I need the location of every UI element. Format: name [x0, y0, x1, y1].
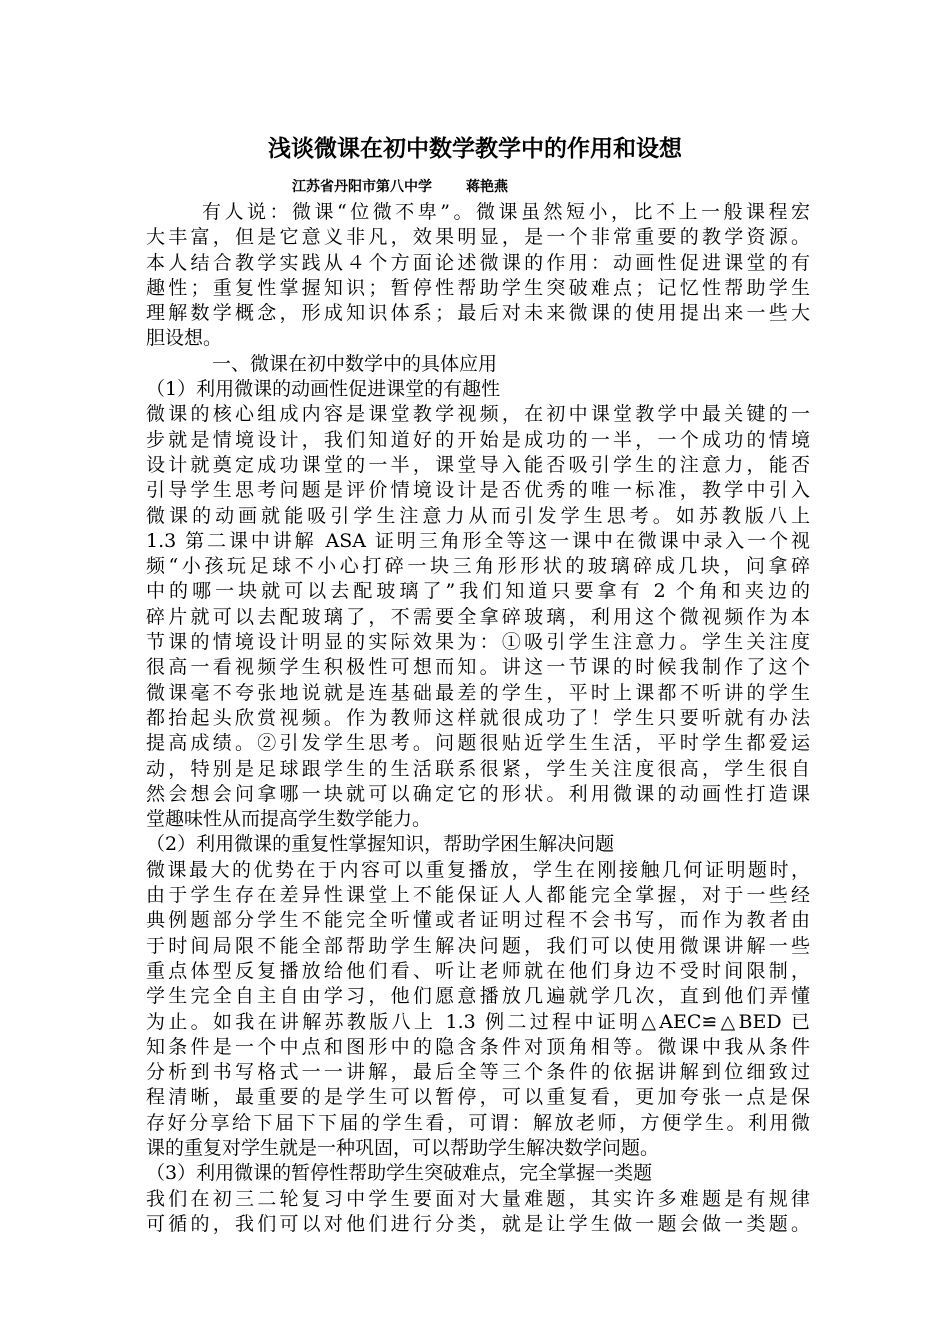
text-line: 微课最大的优势在于内容可以重复播放，学生在刚接触几何证明题时，: [146, 858, 810, 881]
text-line: 设计就奠定成功课堂的一半，课堂导入能否吸引学生的注意力，能否: [146, 453, 810, 476]
text-line: 引导学生思考问题是评价情境设计是否优秀的唯一标准，教学中引入: [146, 479, 810, 502]
document-body: [146, 200, 810, 1237]
text-line: 于时间局限不能全部帮助学生解决问题，我们可以使用微课讲解一些: [146, 934, 810, 957]
text-line: 有人说：微课“位微不卑”。微课虽然短小，比不上一般课程宏: [202, 201, 810, 223]
text-line: 分析到书写格式一一讲解，最后全等三个条件的依据讲解到位细致过: [146, 1061, 810, 1084]
text-line: 很高一看视频学生积极性可想而知。讲这一节课的时候我制作了这个: [146, 656, 810, 679]
document-title: 浅谈微课在初中数学教学中的作用和设想: [268, 136, 682, 162]
text-line: 微课的核心组成内容是课堂教学视频，在初中课堂教学中最关键的一: [146, 403, 810, 426]
author-name: 蒋艳燕: [466, 179, 508, 195]
author-line: [292, 178, 508, 196]
text-line: 可循的，我们可以对他们进行分类，就是让学生做一题会做一类题。: [146, 1212, 810, 1235]
text-line: 学生完全自主自由学习，他们愿意播放几遍就学几次，直到他们弄懂: [146, 985, 810, 1008]
text-line: 然会想会问拿哪一块就可以确定它的形状。利用微课的动画性打造课: [146, 782, 810, 805]
section-heading: （1）利用微课的动画性促进课堂的有趣性: [146, 378, 501, 401]
text-line: 存好分享给下届下下届的学生看，可谓：解放老师，方便学生。利用微: [146, 1111, 810, 1134]
section-heading: （2）利用微课的重复性掌握知识，帮助学困生解决问题: [146, 833, 615, 856]
author-school: 江苏省丹阳市第八中学: [292, 179, 432, 195]
text-line: 重点体型反复播放给他们看、听让老师就在他们身边不受时间限制，: [146, 959, 810, 982]
text-line: 微课的动画就能吸引学生注意力从而引发学生思考。如苏教版八上: [146, 504, 810, 527]
text-line: 程清晰，最重要的是学生可以暂停，可以重复看，更加夸张一点是保: [146, 1086, 810, 1109]
text-line: 由于学生存在差异性课堂上不能保证人人都能完全掌握，对于一些经: [146, 884, 810, 907]
text-line: 趣性；重复性掌握知识；暂停性帮助学生突破难点；记忆性帮助学生: [146, 276, 810, 299]
text-line: 胆设想。: [146, 327, 223, 350]
text-line: 微课毫不夸张地说就是连基础最差的学生，平时上课都不听讲的学生: [146, 681, 810, 704]
text-line: 中的哪一块就可以去配玻璃了”我们知道只要拿有 2 个角和夹边的: [146, 580, 810, 603]
text-line: 知条件是一个中点和图形中的隐含条件对顶角相等。微课中我从条件: [146, 1035, 810, 1058]
text-line: 为止。如我在讲解苏教版八上 1.3 例二过程中证明△AEC≌△BED 已: [146, 1010, 810, 1033]
text-line: 动，特别是足球跟学生的生活联系很紧，学生关注度很高，学生很自: [146, 757, 810, 780]
text-line: 我们在初三二轮复习中学生要面对大量难题，其实许多难题是有规律: [146, 1187, 810, 1210]
text-line: 步就是情境设计，我们知道好的开始是成功的一半，一个成功的情境: [146, 428, 810, 451]
text-line: 典例题部分学生不能完全听懂或者证明过程不会书写，而作为教者由: [146, 909, 810, 932]
text-line: 堂趣味性从而提高学生数学能力。: [146, 808, 432, 831]
text-line: 1.3 第二课中讲解 ASA 证明三角形全等这一课中在微课中录入一个视: [146, 529, 810, 552]
section-heading: （3）利用微课的暂停性帮助学生突破难点，完全掌握一类题: [146, 1162, 653, 1185]
section-heading: 一、微课在初中数学中的具体应用: [212, 352, 498, 375]
text-line: 频“小孩玩足球不小心打碎一块三角形形状的玻璃碎成几块，问拿碎: [146, 555, 810, 578]
text-line: 理解数学概念，形成知识体系；最后对未来微课的使用提出来一些大: [146, 302, 810, 325]
text-line: 大丰富，但是它意义非凡，效果明显，是一个非常重要的教学资源。: [146, 226, 810, 249]
text-line: 本人结合教学实践从４个方面论述微课的作用：动画性促进课堂的有: [146, 251, 810, 274]
text-line: 都抬起头欣赏视频。作为教师这样就很成功了！学生只要听就有办法: [146, 706, 810, 729]
text-line: 提高成绩。②引发学生思考。问题很贴近学生生活，平时学生都爱运: [146, 732, 810, 755]
text-line: 课的重复对学生就是一种巩固，可以帮助学生解决数学问题。: [146, 1136, 660, 1159]
text-line: 碎片就可以去配玻璃了，不需要全拿碎玻璃，利用这个微视频作为本: [146, 605, 810, 628]
text-line: 节课的情境设计明显的实际效果为：①吸引学生注意力。学生关注度: [146, 631, 810, 654]
